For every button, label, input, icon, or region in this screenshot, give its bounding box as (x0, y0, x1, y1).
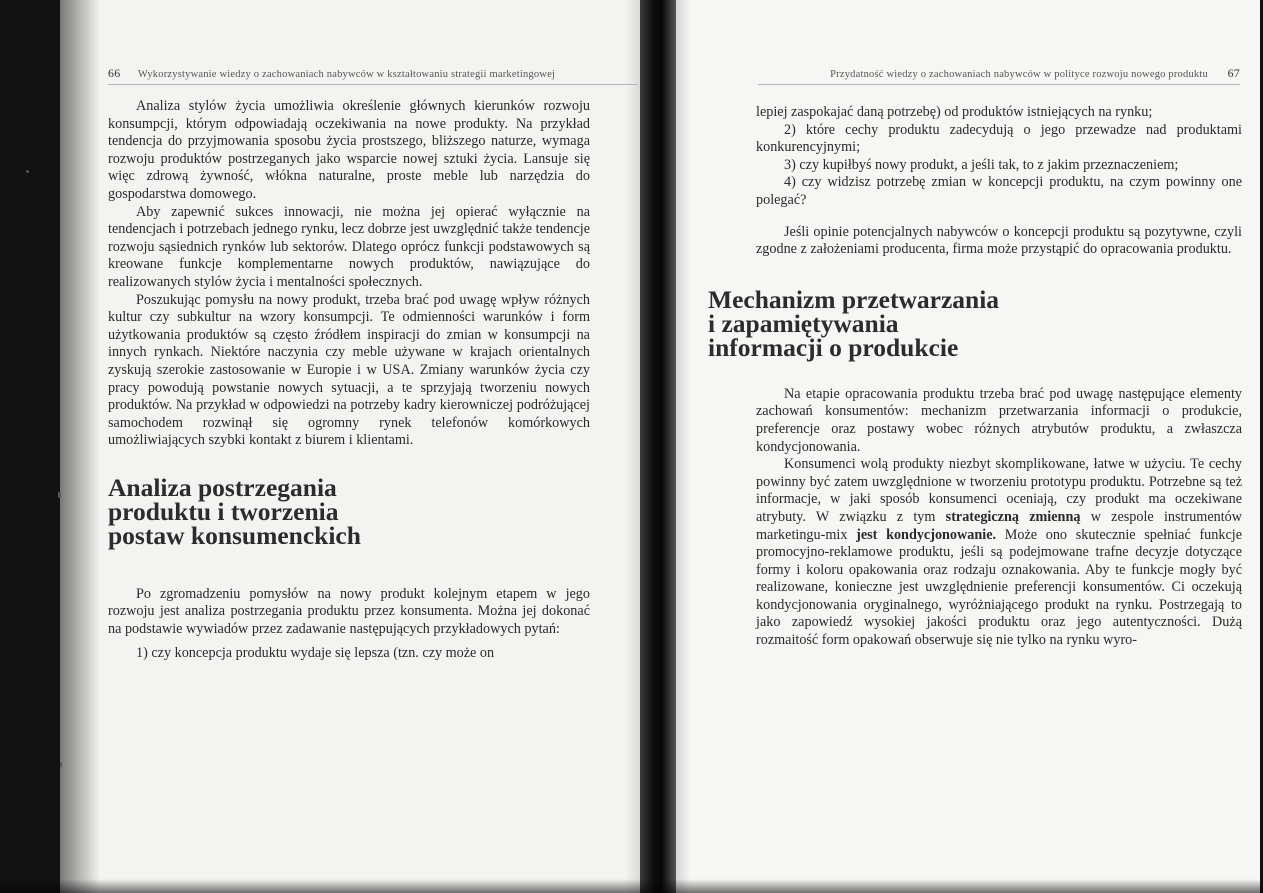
page-edge-shadow (60, 0, 100, 893)
heading-line: informacji o produkcie (708, 332, 959, 362)
text-run: w zespole instrumentów marketingu-mix (756, 508, 1242, 543)
paragraph: Po zgromadzeniu pomysłów na nowy produkt kolejnym etapem w jego rozwoju jest analiza postrzegania produktu przez konsumenta. Można jej dokonać na podstawie wywiadów przez zadawanie następujących przykładowych pytań: (108, 585, 590, 638)
paragraph (756, 456, 1242, 650)
list-item: 1) czy koncepcja produktu wydaje się lepsza (tzn. czy może on (136, 644, 495, 661)
heading-line: produktu i tworzenia (108, 496, 339, 526)
paragraph: Poszukując pomysłu na nowy produkt, trzeba brać pod uwagę wpływ różnych kultur czy subkultur na wzory konsumpcji. Te odmienności warunków i form użytkowania produktów są często źródłem inspiracji do zmian w konsumpcji na innych rynkach. Niektóre naczynia czy meble używane w krajach orientalnych zyskują szerokie zastosowanie w Europie i w USA. Zmiany warunków życia czy pracy powodują powstanie nowych sytuacji, a te sprzyjają tworzeniu nowych produktów. Na przykład w odpowiedzi na potrzeby kadry kierowniczej podróżującej samochodem rozwinął się ogromny rynek telefonów komórkowych umożliwiających szybki kontakt z biurem i klientami. (108, 291, 590, 449)
list-item: 3) czy kupiłbyś nowy produkt, a jeśli tak, to z jakim przeznaczeniem; (784, 156, 1179, 173)
paragraph: lepiej zaspokajać daną potrzebę) od produktów istniejących na rynku; (756, 104, 1153, 120)
paragraph: Analiza stylów życia umożliwia określenie głównych kierunków rozwoju konsumpcji, którym odpowiadają oczekiwania na nowe produkty. Na przykład tendencja do przyjmowania sposobu życia prostszego, bliższego naturze, wymaga rozwoju produktów postrzeganych jako wsparcie nowej sztuki życia. Lansuje się więc zdrową żywność, włókna naturalne, proste meble lub narzędzia do gospodarstwa domowego. (108, 98, 590, 202)
scan-speck (58, 492, 61, 498)
scan-speck (26, 170, 29, 173)
right-running-head (758, 66, 1240, 85)
list-item: 2) które cechy produktu zadecydują o jego przewadze nad produktami konkurencyjnymi; (756, 121, 1242, 156)
heading-line: postaw konsumenckich (108, 520, 361, 550)
left-column (108, 98, 590, 662)
left-running-title: Wykorzystywanie wiedzy o zachowaniach nabywców w kształtowaniu strategii marketingowej (137, 69, 556, 80)
heading-line: Analiza postrzegania (108, 472, 337, 502)
paragraph: Aby zapewnić sukces innowacji, nie można jej opierać wyłącznie na tendencjach i potrzebach jednego rynku, lecz dobrze jest uwzględnić także tendencje rozwoju sąsiednich rynków lub sektorów. Dlatego oprócz funkcji podstawowych są kreowane funkcje komplementarne nowych produktów, nawiązujące do realizowanych stylów życia i mentalności społecznych. (108, 203, 590, 290)
list-item: 4) czy widzisz potrzebę zmian w koncepcji produktu, na czym powinny one polegać? (756, 174, 1242, 208)
bold-term: strategiczną zmienną (945, 508, 1081, 525)
section-heading (108, 472, 590, 550)
left-page-number: 66 (108, 66, 121, 80)
paragraph: Jeśli opinie potencjalnych nabywców o koncepcji produktu są pozytywne, czyli zgodne z założeniami producenta, firma może przystąpić do opracowania produktu. (756, 223, 1242, 258)
bold-term: jest kondycjonowanie. (856, 526, 997, 543)
right-column (708, 104, 1242, 650)
right-page-number: 67 (1227, 66, 1240, 80)
scan-speck (60, 762, 62, 767)
right-running-title: Przydatność wiedzy o zachowaniach nabywców w polityce rozwoju nowego produktu (830, 69, 1208, 80)
heading-line: i zapamiętywania (708, 308, 899, 338)
page-bottom-shadow (0, 879, 1263, 893)
text-run: Konsumenci wolą produkty niezbyt skomplikowane, łatwe w użyciu. Te cechy powinny być zatem uwzględnione w tworzeniu prototypu produktu. Potrzebne są też informacje, w jaki sposób konsumenci oceniają, czy produkt ma oczekiwane atrybuty. W związku z tym (756, 456, 1242, 525)
section-heading (708, 284, 1242, 362)
paragraph: Na etapie opracowania produktu trzeba brać pod uwagę następujące elementy zachowań konsumentów: mechanizm przetwarzania informacji o produkcie, preferencje oraz postawy wobec różnych atrybutów produktu, a zwłaszcza kondycjonowania. (756, 385, 1242, 455)
book-spine (640, 0, 676, 893)
heading-line: Mechanizm przetwarzania (708, 284, 1000, 314)
text-run: Może ono skutecznie spełniać funkcje promocyjno-reklamowe produktu, jeśli są podejmowane trafne decyzje dotyczące formy i koloru opakowania oraz rodzaju oznakowania. Aby te funkcje mogły być realizowane, konieczne jest uwzględnienie preferencji konsumentów. Ci oczekują kondycjonowania oryginalnego, wyróżniającego produkt na rynku. Postrzegają to jako zapowiedź wysokiej jakości produktu oraz jego autentyczności. Dużą rozmaitość form opakowań obserwuje się nie tylko na rynku wyro- (756, 526, 1242, 649)
left-running-head (108, 66, 638, 85)
